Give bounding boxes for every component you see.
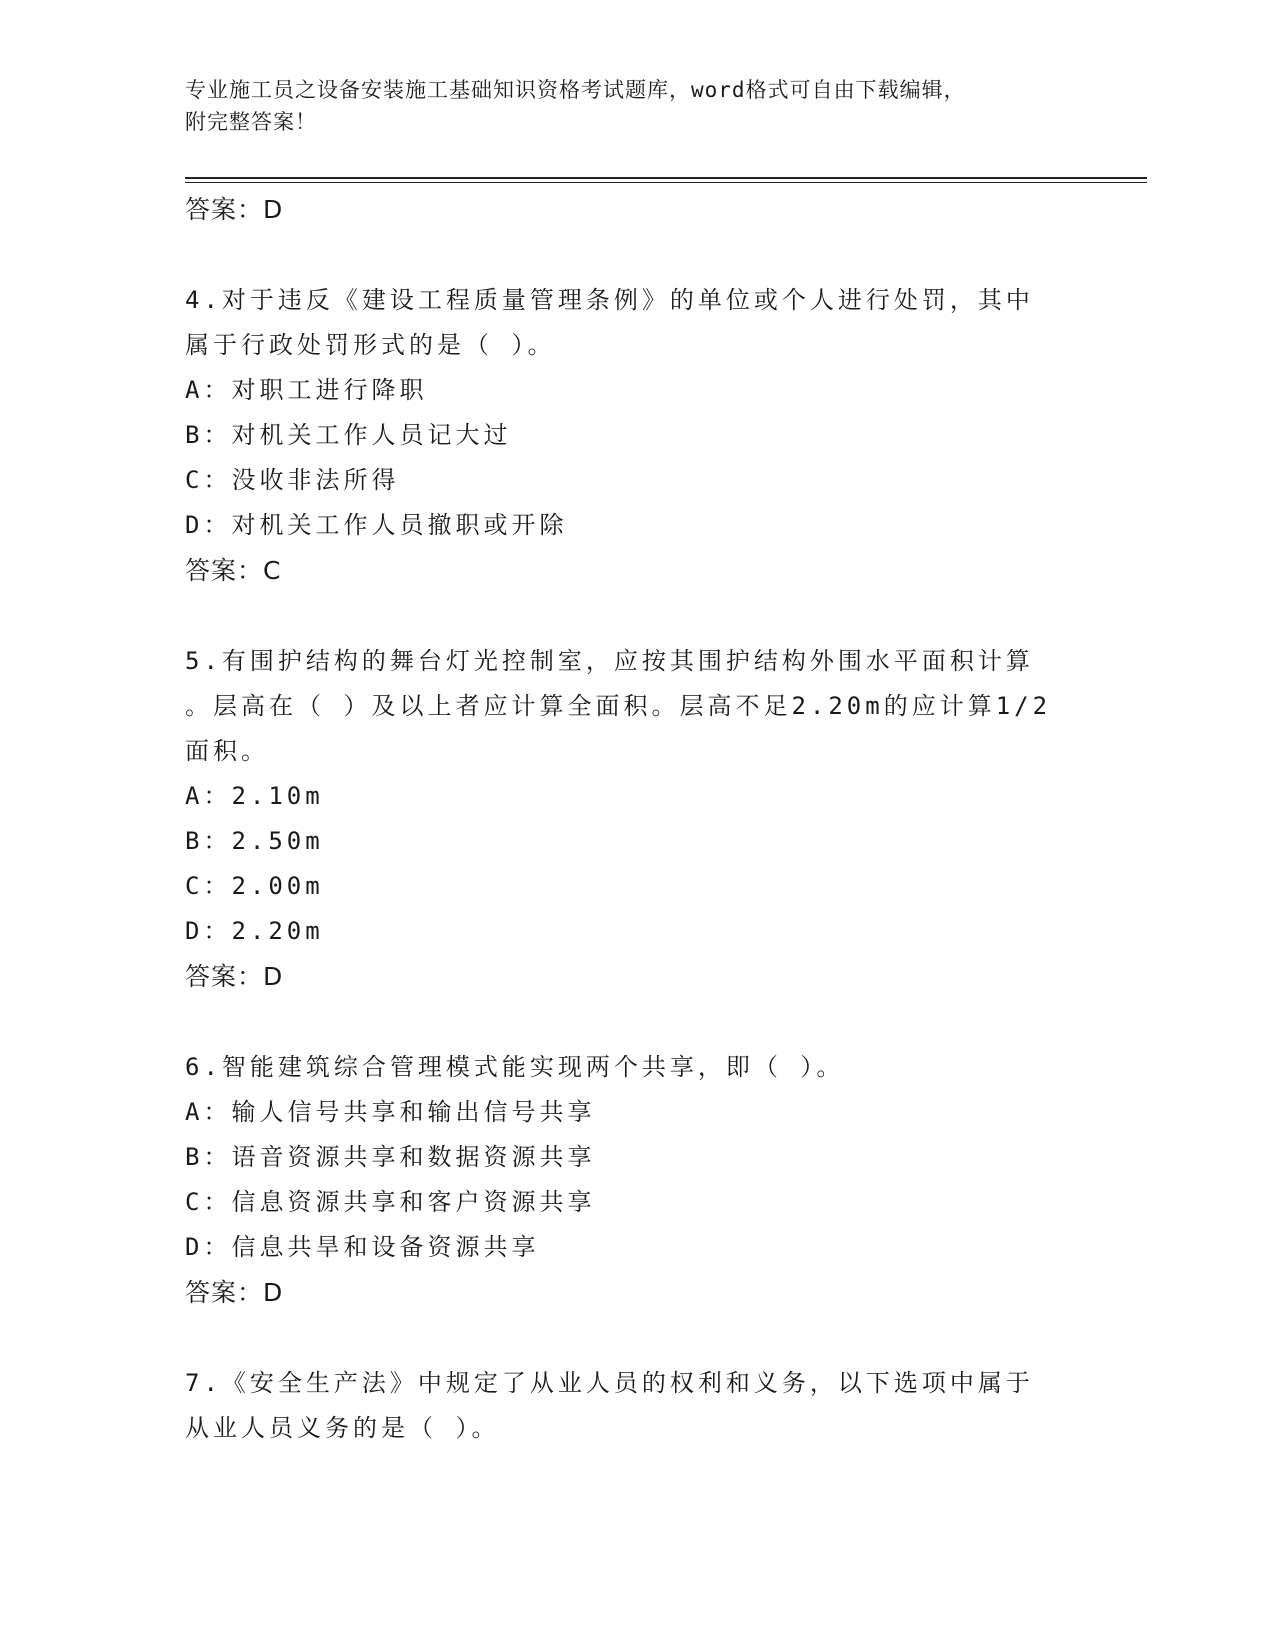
question-5-option-c: C：2.00m bbox=[185, 872, 324, 900]
question-6-option-b: B：语音资源共享和数据资源共享 bbox=[185, 1143, 596, 1171]
question-5 bbox=[185, 639, 1075, 1000]
question-5-text bbox=[185, 639, 1075, 774]
question-7-line-1: 7.《安全生产法》中规定了从业人员的权利和义务，以下选项中属于 bbox=[185, 1369, 1034, 1397]
question-5-line-3: 面积。 bbox=[185, 737, 269, 765]
question-5-option-a: A：2.10m bbox=[185, 782, 324, 810]
spacer bbox=[185, 233, 1075, 278]
question-6-option-d: D：信息共旱和设备资源共享 bbox=[185, 1233, 540, 1261]
answer-question-3: 答案：D bbox=[185, 195, 284, 224]
question-list bbox=[185, 187, 1075, 1451]
question-5-option-b: B：2.50m bbox=[185, 827, 324, 855]
question-6-answer: 答案：D bbox=[185, 1278, 284, 1307]
header-line-1: 专业施工员之设备安装施工基础知识资格考试题库，word格式可自由下载编辑， bbox=[185, 78, 966, 102]
question-7 bbox=[185, 1361, 1075, 1451]
question-6-option-a: A：输人信号共享和输出信号共享 bbox=[185, 1098, 596, 1126]
question-4-line-1: 4.对于违反《建设工程质量管理条例》的单位或个人进行处罚，其中 bbox=[185, 286, 1034, 314]
question-4-option-b: B：对机关工作人员记大过 bbox=[185, 421, 512, 449]
question-4-line-2: 属于行政处罚形式的是（ ）。 bbox=[185, 331, 556, 359]
header-line-2: 附完整答案！ bbox=[185, 110, 317, 134]
question-4 bbox=[185, 278, 1075, 594]
question-4-answer: 答案：C bbox=[185, 556, 282, 585]
question-6-line-1: 6.智能建筑综合管理模式能实现两个共享，即（ ）。 bbox=[185, 1053, 845, 1081]
question-7-line-2: 从业人员义务的是（ ）。 bbox=[185, 1414, 500, 1442]
question-4-text bbox=[185, 278, 1075, 368]
header-divider-thin bbox=[185, 182, 1147, 183]
question-6-option-c: C：信息资源共享和客户资源共享 bbox=[185, 1188, 596, 1216]
question-5-line-1: 5.有围护结构的舞台灯光控制室，应按其围护结构外围水平面积计算 bbox=[185, 647, 1034, 675]
question-4-option-a: A：对职工进行降职 bbox=[185, 376, 428, 404]
spacer bbox=[185, 594, 1075, 639]
question-5-option-d: D：2.20m bbox=[185, 917, 324, 945]
question-5-line-2: 。层高在（ ）及以上者应计算全面积。层高不足2.20m的应计算1/2 bbox=[185, 692, 1052, 720]
question-4-option-d: D：对机关工作人员撤职或开除 bbox=[185, 511, 568, 539]
question-7-text bbox=[185, 1361, 1075, 1451]
question-6-text bbox=[185, 1045, 1075, 1090]
question-4-option-c: C：没收非法所得 bbox=[185, 466, 400, 494]
question-6 bbox=[185, 1045, 1075, 1316]
spacer bbox=[185, 1000, 1075, 1045]
header-divider-thick bbox=[185, 177, 1147, 179]
spacer bbox=[185, 1316, 1075, 1361]
document-header bbox=[185, 74, 1065, 138]
question-5-answer: 答案：D bbox=[185, 962, 284, 991]
